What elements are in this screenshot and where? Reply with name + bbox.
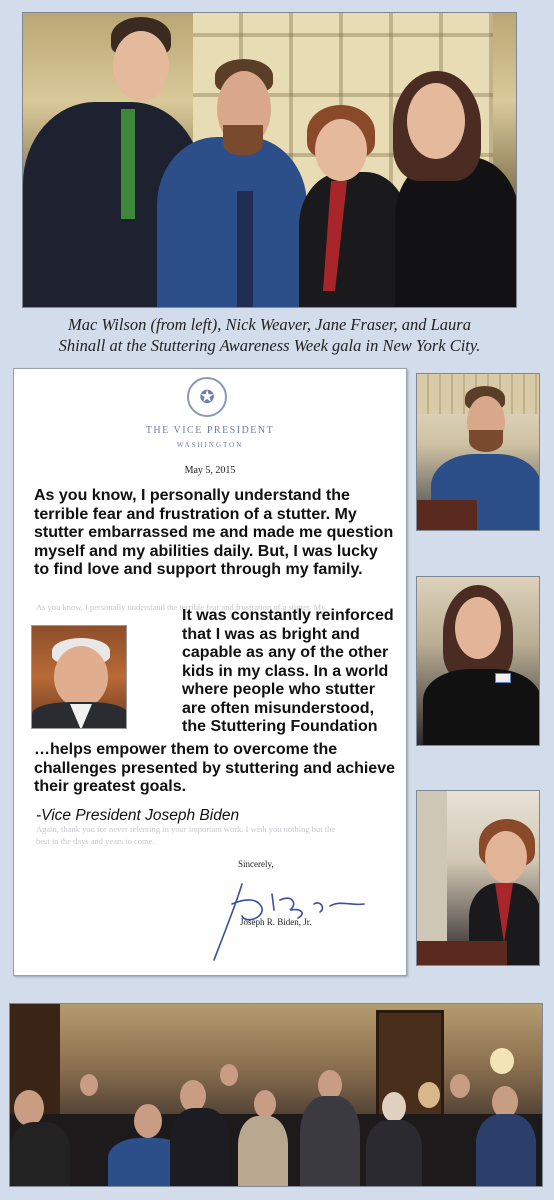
quote-part-2: It was constantly reinforced that I was as bright and capable as any of the other kids in my class. In a world where people who stutter are often misunderstood, the Stuttering Foundation bbox=[182, 607, 394, 735]
photo-caption bbox=[22, 314, 517, 356]
gala-crowd-photo bbox=[9, 1003, 543, 1187]
quote-attribution: -Vice President Joseph Biden bbox=[36, 807, 240, 824]
person-jane-fraser bbox=[299, 172, 409, 307]
faint-letter-text: best in the days and years to come. bbox=[36, 836, 155, 846]
letterhead-subtitle: WASHINGTON bbox=[176, 441, 244, 449]
vice-president-seal-icon: ✪ bbox=[187, 377, 227, 417]
caption-line-2: Shinall at the Stuttering Awareness Week gala in New York City. bbox=[58, 336, 481, 355]
speaker-photo-nick-weaver bbox=[416, 373, 540, 531]
quote-part-1: As you know, I personally understand the terrible fear and frustration of a stutter. My stutter embarrassed me and made me question myself and my abilities daily. But, I was lucky to find love and support through my family. bbox=[34, 487, 394, 578]
speaker-photo-jane-fraser bbox=[416, 790, 540, 966]
letter-date: May 5, 2015 bbox=[184, 465, 236, 476]
letter-closing: Sincerely, bbox=[238, 859, 274, 869]
person-nick-weaver bbox=[157, 137, 307, 307]
caption-line-1: Mac Wilson (from left), Nick Weaver, Jane Fraser, and Laura bbox=[68, 315, 471, 334]
signer-name: Joseph R. Biden, Jr. bbox=[240, 917, 312, 927]
group-photo bbox=[22, 12, 517, 308]
faint-letter-text: Again, thank you for never relenting in your important work. I wish you nothing but the bbox=[36, 824, 336, 834]
quote-part-3: …helps empower them to overcome the challenges presented by stuttering and achieve their greatest goals. bbox=[34, 741, 395, 795]
speaker-photo-laura-shinall bbox=[416, 576, 540, 746]
joe-biden-portrait bbox=[31, 625, 127, 729]
letterhead-title: THE VICE PRESIDENT bbox=[145, 425, 275, 436]
vice-president-letter bbox=[13, 368, 407, 976]
handwritten-signature bbox=[202, 864, 372, 964]
faint-letter-text: As you know, I personally understand the terrible fear and frustration of a stutter. My bbox=[36, 602, 326, 612]
